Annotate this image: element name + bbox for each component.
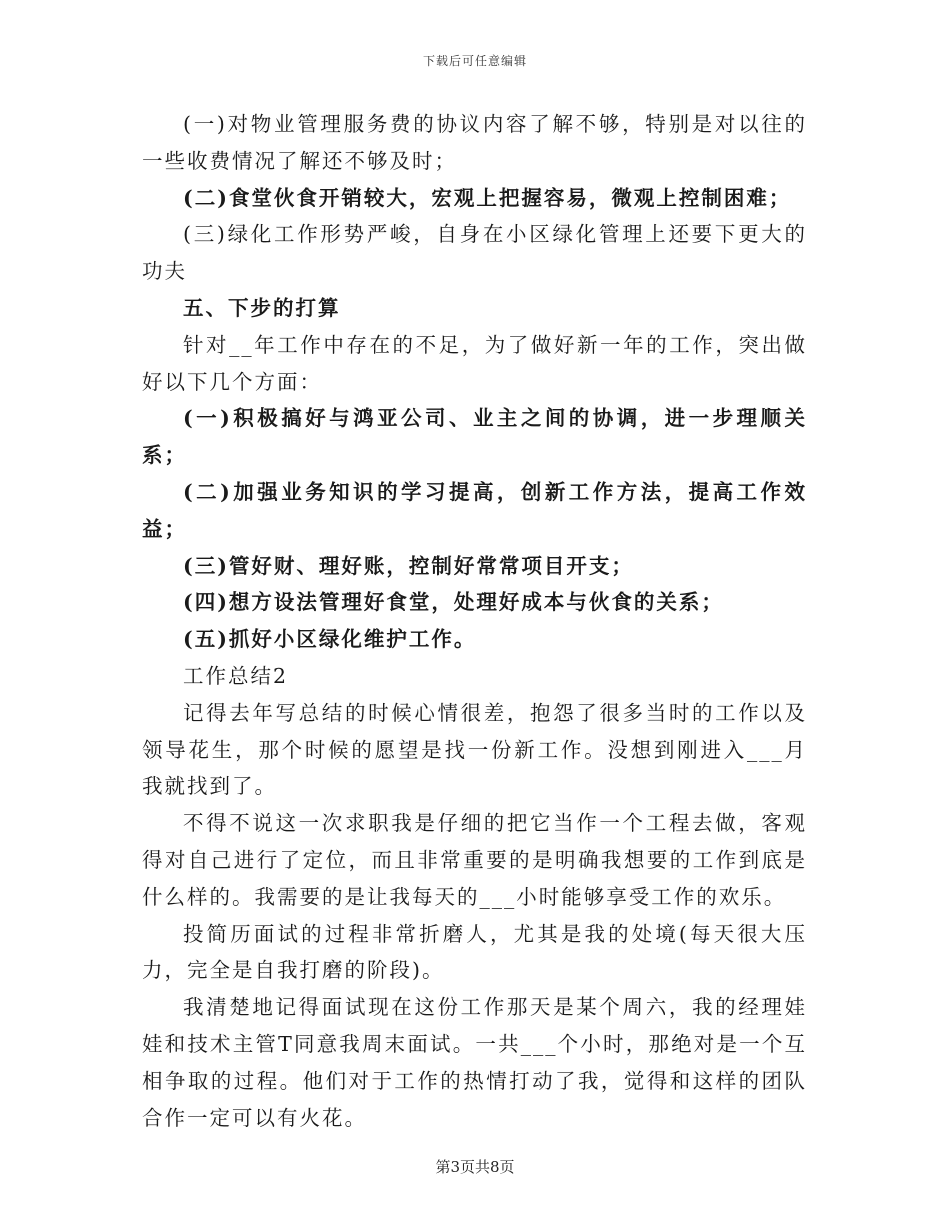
paragraph-14: 投简历面试的过程非常折磨人，尤其是我的处境(每天很大压力，完全是自我打磨的阶段)。	[142, 921, 807, 983]
page-footer: 第3页共8页	[435, 1158, 515, 1176]
paragraph-2: (二)食堂伙食开销较大，宏观上把握容易，微观上控制困难；	[183, 185, 792, 210]
paragraph-1: (一)对物业管理服务费的协议内容了解不够，特别是对以往的一些收费情况了解还不够及时；	[142, 112, 807, 173]
plan-item-5: (五)抓好小区绿化维护工作。	[183, 627, 477, 652]
paragraph-15: 我清楚地记得面试现在这份工作那天是某个周六，我的经理娃娃和技术主管T同意我周末面试。一共___个小时，那绝对是一个互相争取的过程。他们对于工作的热情打动了我，觉得和这样的团队合作一定可以有火花。	[142, 995, 807, 1130]
document-body	[142, 106, 807, 1136]
plan-item-2: (二)加强业务知识的学习提高，创新工作方法，提高工作效益；	[142, 479, 807, 541]
paragraph-13: 不得不说这一次求职我是仔细的把它当作一个工程去做，客观得对自己进行了定位，而且非常重要的是明确我想要的工作到底是什么样的。我需要的是让我每天的___小时能够享受工作的欢乐。	[142, 811, 807, 909]
paragraph-5: 针对__年工作中存在的不足，为了做好新一年的工作，突出做好以下几个方面：	[142, 332, 807, 394]
paragraph-3: (三)绿化工作形势严峻，自身在小区绿化管理上还要下更大的功夫	[142, 222, 807, 284]
plan-item-4: (四)想方设法管理好食堂，处理好成本与伙食的关系；	[183, 590, 724, 615]
section-heading: 五、下步的打算	[183, 295, 341, 320]
page-header: 下载后可任意编辑	[422, 54, 527, 68]
plan-item-3: (三)管好财、理好账，控制好常常项目开支；	[183, 553, 634, 578]
summary-title: 工作总结2	[183, 663, 289, 688]
paragraph-12: 记得去年写总结的时候心情很差，抱怨了很多当时的工作以及领导花生，那个时候的愿望是找一份新工作。没想到刚进入___月我就找到了。	[142, 700, 807, 799]
plan-item-1: (一)积极搞好与鸿亚公司、业主之间的协调，进一步理顺关系；	[142, 406, 807, 468]
